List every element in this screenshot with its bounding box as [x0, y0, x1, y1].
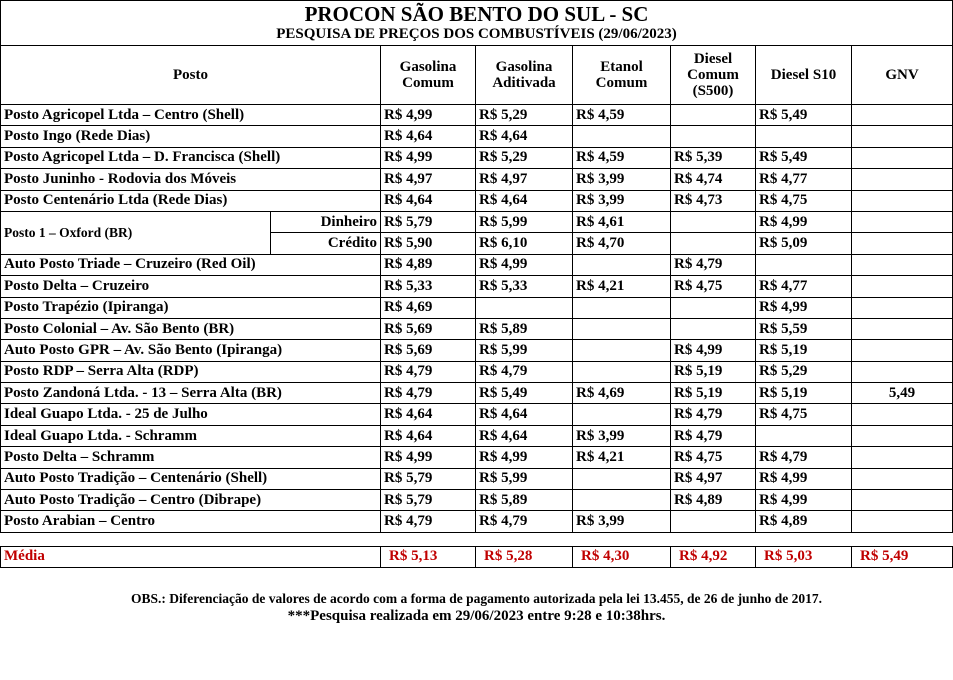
price-gnv: [852, 404, 953, 425]
price-gnv: [852, 105, 953, 126]
price-gnv: [852, 233, 953, 254]
price-etanol: [573, 468, 671, 489]
price-gasolina-aditivada: R$ 6,10: [476, 233, 573, 254]
media-diesel-comum: R$ 4,92: [671, 546, 756, 567]
col-header-diesel-s10: Diesel S10: [756, 46, 852, 105]
price-diesel-s10: R$ 4,99: [756, 211, 852, 232]
price-diesel-comum: R$ 4,75: [671, 276, 756, 297]
price-etanol: R$ 4,69: [573, 383, 671, 404]
col-header-diesel-comum: Diesel Comum (S500): [671, 46, 756, 105]
price-gasolina-aditivada: R$ 5,89: [476, 490, 573, 511]
price-gasolina-aditivada: R$ 4,79: [476, 511, 573, 532]
posto-name: Auto Posto Triade – Cruzeiro (Red Oil): [1, 254, 381, 275]
price-etanol: [573, 318, 671, 339]
price-etanol: R$ 4,70: [573, 233, 671, 254]
price-diesel-comum: R$ 4,89: [671, 490, 756, 511]
posto-name: Posto Delta – Cruzeiro: [1, 276, 381, 297]
price-diesel-comum: [671, 105, 756, 126]
posto-name: Posto Zandoná Ltda. - 13 – Serra Alta (BR): [1, 383, 381, 404]
price-diesel-comum: [671, 511, 756, 532]
media-etanol: R$ 4,30: [573, 546, 671, 567]
price-etanol: R$ 4,61: [573, 211, 671, 232]
footer-note: ***Pesquisa realizada em 29/06/2023 entre 9:28 e 10:38hrs.: [287, 607, 666, 624]
price-gnv: [852, 468, 953, 489]
media-table: [0, 546, 953, 568]
posto-name: Posto Delta – Schramm: [1, 447, 381, 468]
price-gnv: [852, 511, 953, 532]
price-gnv: [852, 254, 953, 275]
posto-name: Posto Ingo (Rede Dias): [1, 126, 381, 147]
price-diesel-s10: [756, 425, 852, 446]
price-gnv: [852, 340, 953, 361]
col-header-posto: Posto: [1, 46, 381, 105]
table-row: [1, 340, 953, 361]
table-row: [1, 447, 953, 468]
price-gasolina-aditivada: R$ 5,29: [476, 105, 573, 126]
price-gnv: [852, 425, 953, 446]
table-row: [1, 383, 953, 404]
posto-name: Ideal Guapo Ltda. - Schramm: [1, 425, 381, 446]
price-gasolina-comum: R$ 4,97: [381, 169, 476, 190]
price-gnv: [852, 147, 953, 168]
table-row: [1, 190, 953, 211]
price-diesel-s10: R$ 4,99: [756, 490, 852, 511]
price-gasolina-comum: R$ 4,79: [381, 361, 476, 382]
price-diesel-comum: R$ 4,75: [671, 447, 756, 468]
price-diesel-comum: R$ 5,19: [671, 361, 756, 382]
table-row: [1, 254, 953, 275]
price-gnv: [852, 169, 953, 190]
price-etanol: [573, 404, 671, 425]
price-diesel-comum: R$ 4,99: [671, 340, 756, 361]
price-gasolina-aditivada: R$ 5,99: [476, 340, 573, 361]
posto-name: Posto Juninho - Rodovia dos Móveis: [1, 169, 381, 190]
price-gnv: [852, 447, 953, 468]
posto-name: Auto Posto GPR – Av. São Bento (Ipiranga): [1, 340, 381, 361]
price-gnv: [852, 490, 953, 511]
price-etanol: [573, 361, 671, 382]
price-diesel-s10: R$ 5,19: [756, 340, 852, 361]
posto-name: Posto Arabian – Centro: [1, 511, 381, 532]
price-etanol: [573, 254, 671, 275]
table-row: [1, 126, 953, 147]
table-row: [1, 276, 953, 297]
media-diesel-s10: R$ 5,03: [756, 546, 852, 567]
page-subtitle: PESQUISA DE PREÇOS DOS COMBUSTÍVEIS (29/06/2023): [276, 26, 677, 42]
price-diesel-comum: R$ 4,79: [671, 404, 756, 425]
price-diesel-s10: R$ 5,29: [756, 361, 852, 382]
price-diesel-s10: R$ 4,79: [756, 447, 852, 468]
posto-name: Posto Centenário Ltda (Rede Dias): [1, 190, 381, 211]
payment-label-credito: Crédito: [271, 233, 381, 254]
price-diesel-s10: R$ 4,99: [756, 297, 852, 318]
price-gnv: [852, 126, 953, 147]
price-diesel-s10: R$ 4,75: [756, 190, 852, 211]
footer-obs: OBS.: Diferenciação de valores de acordo com a forma de pagamento autorizada pela lei 13.455, de 26 de junho de 2017.: [131, 590, 822, 606]
price-gasolina-comum: R$ 5,69: [381, 318, 476, 339]
posto-name: Posto Colonial – Av. São Bento (BR): [1, 318, 381, 339]
price-gasolina-aditivada: R$ 5,89: [476, 318, 573, 339]
price-gasolina-aditivada: R$ 4,97: [476, 169, 573, 190]
price-gnv: [852, 190, 953, 211]
col-header-gasolina-aditivada: Gasolina Aditivada: [476, 46, 573, 105]
price-gasolina-aditivada: R$ 4,64: [476, 126, 573, 147]
price-diesel-s10: [756, 126, 852, 147]
media-label: Média: [1, 546, 381, 567]
price-diesel-comum: R$ 5,39: [671, 147, 756, 168]
table-row: [1, 468, 953, 489]
price-gasolina-aditivada: R$ 4,99: [476, 447, 573, 468]
price-gnv: [852, 297, 953, 318]
price-gasolina-aditivada: R$ 4,99: [476, 254, 573, 275]
media-gnv: R$ 5,49: [852, 546, 953, 567]
price-gnv: [852, 361, 953, 382]
price-diesel-comum: R$ 5,19: [671, 383, 756, 404]
price-table: [0, 45, 953, 533]
price-gasolina-comum: R$ 4,89: [381, 254, 476, 275]
price-gasolina-comum: R$ 4,69: [381, 297, 476, 318]
page-title: PROCON SÃO BENTO DO SUL - SC: [304, 2, 649, 26]
price-gasolina-aditivada: R$ 5,99: [476, 468, 573, 489]
price-gasolina-comum: R$ 4,79: [381, 511, 476, 532]
price-gasolina-aditivada: [476, 297, 573, 318]
price-diesel-s10: R$ 5,19: [756, 383, 852, 404]
table-row: [1, 147, 953, 168]
price-gasolina-comum: R$ 4,99: [381, 105, 476, 126]
price-diesel-s10: R$ 5,49: [756, 147, 852, 168]
table-row: [1, 169, 953, 190]
price-diesel-s10: [756, 254, 852, 275]
media-row: [1, 546, 953, 567]
price-diesel-comum: [671, 211, 756, 232]
price-diesel-s10: R$ 4,75: [756, 404, 852, 425]
col-header-etanol: Etanol Comum: [573, 46, 671, 105]
price-gasolina-comum: R$ 4,64: [381, 190, 476, 211]
posto-name: Auto Posto Tradição – Centro (Dibrape): [1, 490, 381, 511]
price-gasolina-comum: R$ 5,79: [381, 490, 476, 511]
price-gasolina-aditivada: R$ 4,64: [476, 404, 573, 425]
posto-name: Posto 1 – Oxford (BR): [1, 211, 271, 254]
table-row-oxford-dinheiro: [1, 211, 953, 232]
col-header-gasolina-comum: Gasolina Comum: [381, 46, 476, 105]
price-diesel-s10: R$ 5,49: [756, 105, 852, 126]
price-etanol: R$ 4,59: [573, 147, 671, 168]
table-row: [1, 425, 953, 446]
price-gasolina-aditivada: R$ 5,99: [476, 211, 573, 232]
price-diesel-comum: R$ 4,79: [671, 254, 756, 275]
posto-name: Auto Posto Tradição – Centenário (Shell): [1, 468, 381, 489]
payment-label-dinheiro: Dinheiro: [271, 211, 381, 232]
price-diesel-comum: R$ 4,74: [671, 169, 756, 190]
table-row: [1, 361, 953, 382]
price-diesel-comum: [671, 318, 756, 339]
price-diesel-comum: [671, 297, 756, 318]
price-etanol: R$ 3,99: [573, 190, 671, 211]
price-etanol: [573, 126, 671, 147]
price-diesel-comum: [671, 126, 756, 147]
price-etanol: R$ 4,21: [573, 276, 671, 297]
price-gasolina-comum: R$ 5,90: [381, 233, 476, 254]
price-diesel-s10: R$ 5,59: [756, 318, 852, 339]
price-gasolina-comum: R$ 5,79: [381, 468, 476, 489]
price-etanol: [573, 297, 671, 318]
price-gasolina-comum: R$ 4,64: [381, 126, 476, 147]
media-gasolina-aditivada: R$ 5,28: [476, 546, 573, 567]
price-gasolina-comum: R$ 4,64: [381, 425, 476, 446]
price-diesel-s10: R$ 4,89: [756, 511, 852, 532]
posto-name: Posto Agricopel Ltda – Centro (Shell): [1, 105, 381, 126]
price-gnv: [852, 276, 953, 297]
col-header-gnv: GNV: [852, 46, 953, 105]
posto-name: Posto Trapézio (Ipiranga): [1, 297, 381, 318]
price-gnv: [852, 211, 953, 232]
price-gasolina-comum: R$ 4,99: [381, 447, 476, 468]
price-gasolina-comum: R$ 5,33: [381, 276, 476, 297]
price-gasolina-comum: R$ 4,79: [381, 383, 476, 404]
price-gasolina-comum: R$ 4,99: [381, 147, 476, 168]
price-gasolina-comum: R$ 5,69: [381, 340, 476, 361]
price-gasolina-aditivada: R$ 5,33: [476, 276, 573, 297]
price-etanol: [573, 340, 671, 361]
price-etanol: R$ 4,59: [573, 105, 671, 126]
table-row: [1, 297, 953, 318]
price-gasolina-aditivada: R$ 5,49: [476, 383, 573, 404]
posto-name: Ideal Guapo Ltda. - 25 de Julho: [1, 404, 381, 425]
price-gnv: [852, 318, 953, 339]
price-diesel-s10: R$ 5,09: [756, 233, 852, 254]
posto-name: Posto Agricopel Ltda – D. Francisca (Shell): [1, 147, 381, 168]
table-row: [1, 511, 953, 532]
table-row: [1, 318, 953, 339]
price-gasolina-aditivada: R$ 4,64: [476, 190, 573, 211]
price-diesel-s10: R$ 4,99: [756, 468, 852, 489]
table-row: [1, 404, 953, 425]
price-gnv: 5,49: [852, 383, 953, 404]
media-gasolina-comum: R$ 5,13: [381, 546, 476, 567]
price-diesel-s10: R$ 4,77: [756, 169, 852, 190]
price-diesel-s10: R$ 4,77: [756, 276, 852, 297]
price-diesel-comum: [671, 233, 756, 254]
price-gasolina-comum: R$ 5,79: [381, 211, 476, 232]
price-gasolina-aditivada: R$ 5,29: [476, 147, 573, 168]
price-etanol: R$ 3,99: [573, 425, 671, 446]
table-row: [1, 105, 953, 126]
posto-name: Posto RDP – Serra Alta (RDP): [1, 361, 381, 382]
price-etanol: [573, 490, 671, 511]
price-gasolina-aditivada: R$ 4,64: [476, 425, 573, 446]
price-etanol: R$ 4,21: [573, 447, 671, 468]
price-gasolina-comum: R$ 4,64: [381, 404, 476, 425]
price-etanol: R$ 3,99: [573, 169, 671, 190]
price-diesel-comum: R$ 4,97: [671, 468, 756, 489]
price-diesel-comum: R$ 4,73: [671, 190, 756, 211]
price-etanol: R$ 3,99: [573, 511, 671, 532]
table-header-row: [1, 46, 953, 105]
price-gasolina-aditivada: R$ 4,79: [476, 361, 573, 382]
table-row: [1, 490, 953, 511]
price-diesel-comum: R$ 4,79: [671, 425, 756, 446]
